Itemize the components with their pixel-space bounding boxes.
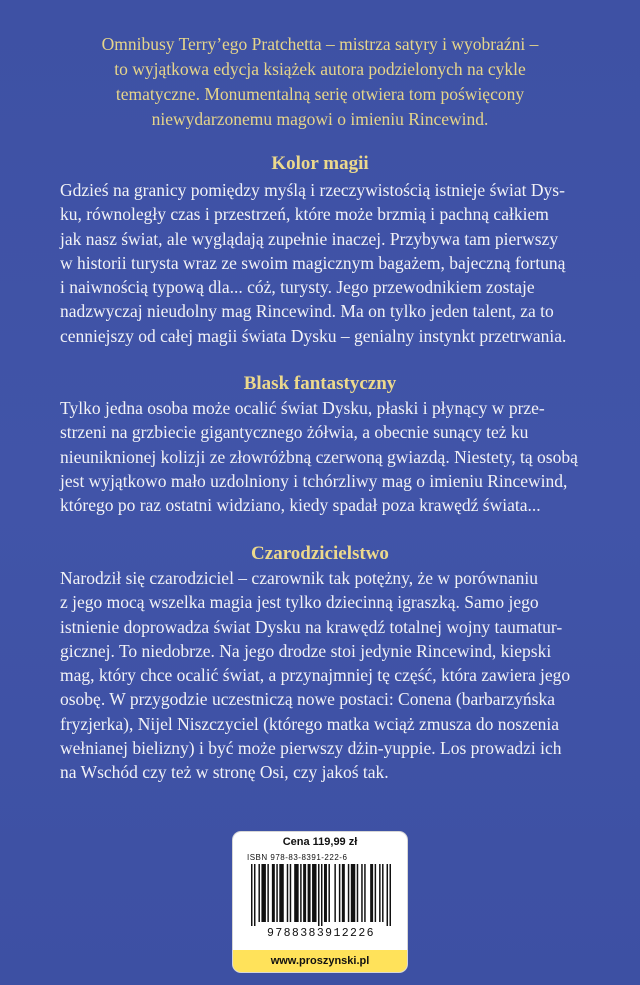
intro-line: niewydarzonemu magowi o imieniu Rincewind. — [151, 109, 489, 129]
barcode-bar — [361, 864, 362, 922]
barcode-bar — [300, 864, 301, 922]
barcode-bar — [348, 864, 349, 922]
intro-blurb — [40, 32, 600, 132]
barcode-bar — [328, 864, 329, 922]
text-line: w historii turysta wraz ze swoim magicznym bagażem, bajeczną fortuną — [60, 252, 566, 273]
publisher-url: www.proszynski.pl — [233, 950, 407, 972]
barcode-bar — [379, 864, 380, 922]
price-barcode-sticker — [233, 832, 407, 972]
barcode-bar — [290, 864, 291, 922]
barcode-bar — [308, 864, 311, 922]
barcode-bar — [294, 864, 298, 922]
isbn-label: ISBN 978-83-8391-222-6 — [247, 853, 348, 862]
barcode-bar — [251, 864, 252, 926]
text-line: ku, równoległy czas i przestrzeń, które może brzmią i pachną całkiem — [60, 204, 549, 225]
section-text-kolor-magii — [60, 178, 580, 348]
text-line: Narodził się czarodziciel – czarownik tak potężny, że w porównaniu — [60, 568, 538, 588]
ean-digits: 9788383912226 — [267, 927, 375, 940]
barcode-bar — [357, 864, 358, 922]
text-line: fryzjerka), Nijel Niszczyciel (którego matka wciąż zmusza do noszenia — [60, 713, 560, 734]
text-line: mag, który chce ocalić świat, a przynajmniej tę część, która zawiera jego — [60, 665, 571, 686]
barcode — [249, 864, 393, 926]
barcode-bar — [339, 864, 340, 922]
text-line: nieuniknionej kolizji ze złowróżbną czerwoną gwiazdą. Niestety, tą osobą — [60, 446, 578, 467]
barcode-bar — [390, 864, 391, 926]
text-line: strzeni na grzbiecie gigantycznego żółwia, a obecnie sunący też ku — [60, 422, 529, 443]
text-line: gicznej. To niedobrze. Na jego drodze stoi jedynie Rincewind, kiepski — [60, 640, 552, 661]
section-title-blask-fantastyczny: Blask fantastyczny — [243, 373, 397, 394]
section-text-blask-fantastyczny — [60, 396, 580, 517]
barcode-bar — [324, 864, 327, 922]
barcode-bar — [318, 864, 319, 926]
barcode-bar — [258, 864, 259, 922]
text-line: jest wyjątkowo mało uzdolniony i tchórzliwy mag o imieniu Rincewind, — [60, 470, 568, 491]
text-line: na Wschód czy też w stronę Osi, czy jakoś tak. — [60, 762, 389, 783]
barcode-bar — [387, 864, 388, 926]
barcode-bar — [267, 864, 268, 922]
text-line: i naiwnością typową dla... cóż, turysty. Jego przewodnikiem zostaje — [60, 277, 535, 298]
text-line: istnienie doprowadza świat Dysku na krawędź totalnej wojny taumatur- — [60, 616, 563, 637]
section-title-kolor-magii: Kolor magii — [271, 153, 369, 174]
barcode-bar — [261, 864, 265, 922]
section-title-czarodzicielstwo: Czarodzicielstwo — [251, 543, 389, 564]
price-label: Cena 119,99 zł — [282, 836, 358, 848]
barcode-bar — [334, 864, 335, 922]
barcode-bar — [321, 864, 322, 926]
barcode-bar — [370, 864, 373, 922]
text-line: Gdzieś na granicy pomiędzy myślą i rzeczywistością istnieje świat Dys- — [60, 180, 565, 200]
barcode-bar — [254, 864, 255, 926]
barcode-bar — [351, 864, 355, 922]
barcode-bar — [342, 864, 345, 922]
barcode-bar — [272, 864, 275, 922]
text-line: osobę. W przygodzie uczestniczą nowe postaci: Conena (barbarzyńska — [60, 689, 555, 710]
barcode-bar — [312, 864, 316, 922]
barcode-bar — [303, 864, 306, 922]
barcode-bar — [276, 864, 277, 922]
barcode-bar — [382, 864, 383, 922]
barcode-bar — [375, 864, 376, 922]
barcode-bar — [279, 864, 283, 922]
intro-line: to wyjątkowa edycja książek autora podzielonych na cykle — [114, 59, 526, 79]
barcode-bar — [364, 864, 365, 922]
intro-line: tematyczne. Monumentalną serię otwiera tom poświęcony — [115, 84, 525, 104]
text-line: jak nasz świat, ale wyglądają zupełnie inaczej. Przybywa tam pierwszy — [60, 228, 559, 249]
text-line: którego po raz ostatni widziano, kiedy spadał poza krawędź świata... — [60, 495, 541, 516]
text-line: cenniejszy od całej magii świata Dysku – genialny instynkt przetrwania. — [60, 325, 567, 346]
intro-line: Omnibusy Terry’ego Pratchetta – mistrza satyry i wyobraźni – — [101, 34, 539, 54]
section-text-czarodzicielstwo — [60, 566, 580, 785]
text-line: nadzwyczaj nieudolny mag Rincewind. Ma on tylko jeden talent, za to — [60, 301, 554, 322]
text-line: z jego mocą wszelka magia jest tylko dziecinną igraszką. Samo jego — [60, 592, 539, 613]
text-line: Tylko jedna osoba może ocalić świat Dysku, płaski i płynący w prze- — [60, 398, 545, 418]
text-line: wełnianej bielizny) i być może pierwszy dżin-yuppie. Los prowadzi ich — [60, 738, 562, 759]
barcode-bar — [287, 864, 288, 922]
